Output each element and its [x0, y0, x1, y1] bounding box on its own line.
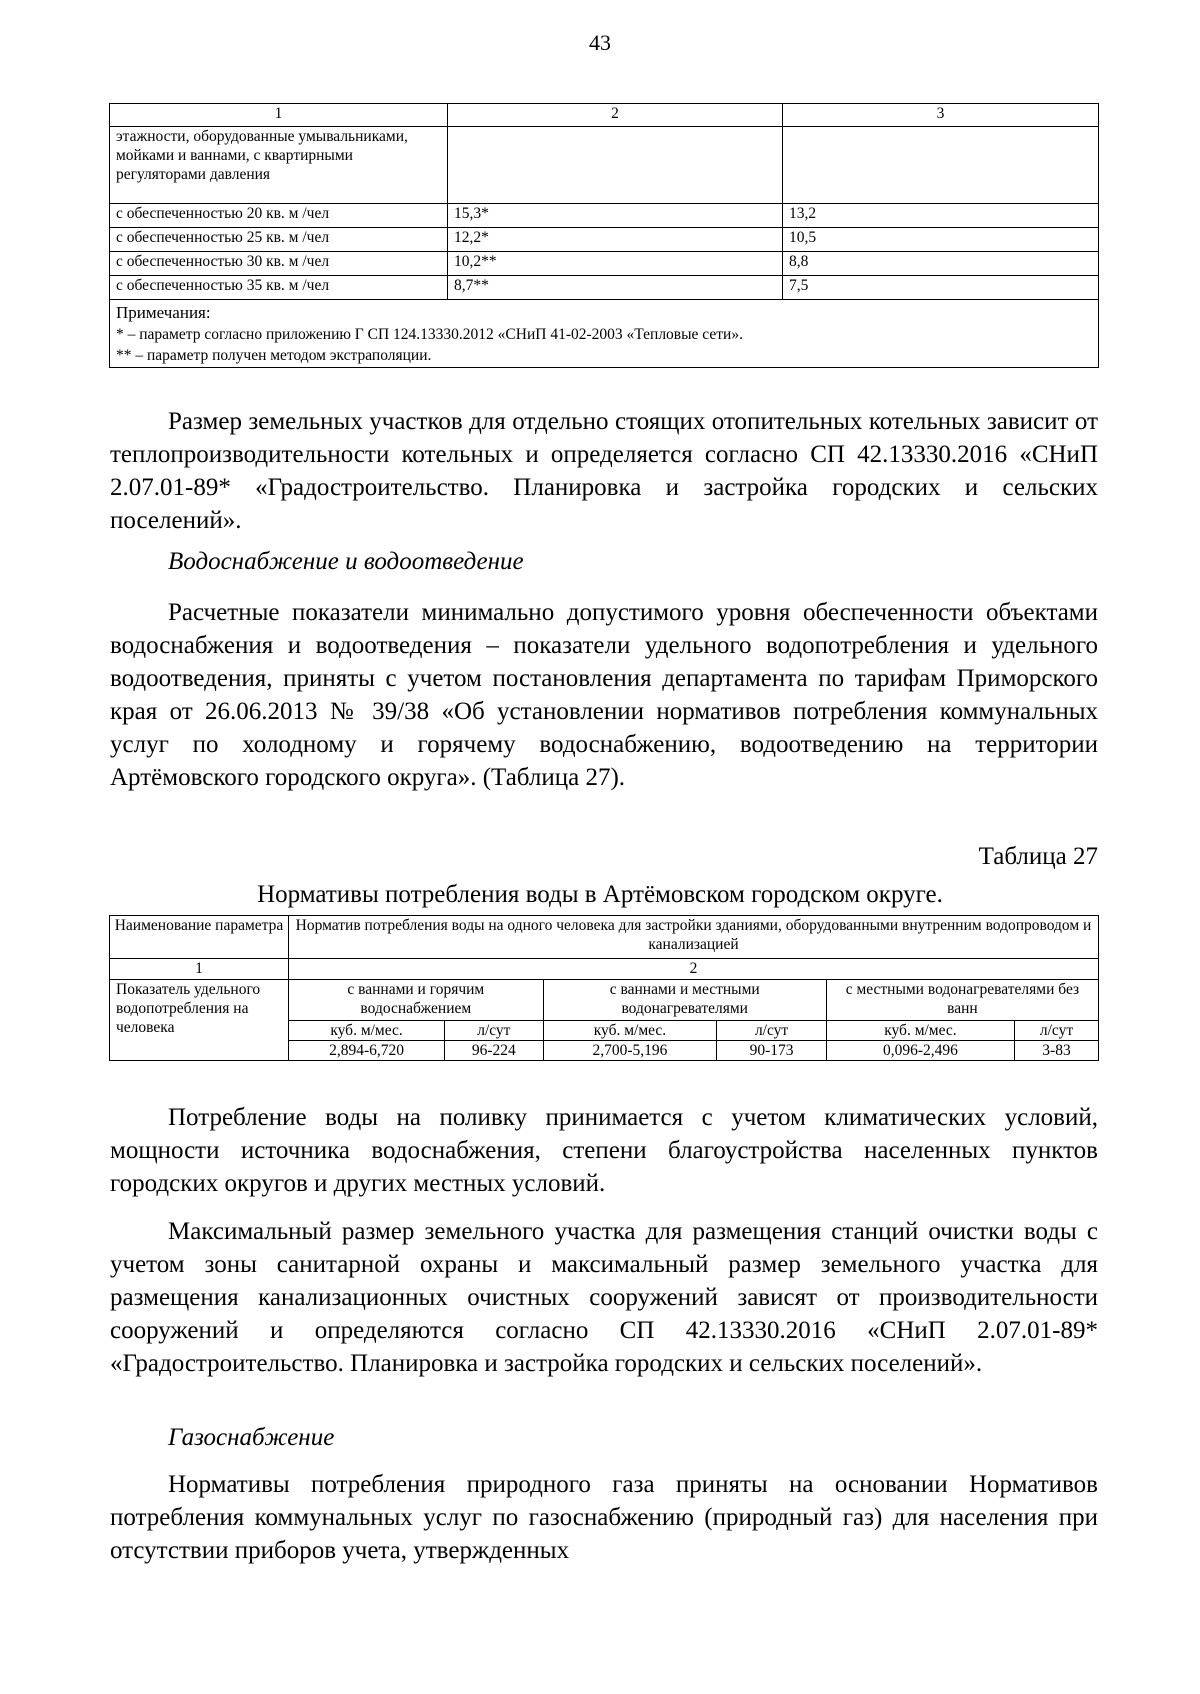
row-value-3: 13,2: [783, 204, 1099, 228]
unit-cell: [826, 1021, 1014, 1061]
table-row: [110, 204, 1099, 228]
table-row: [110, 127, 1099, 204]
column-number-1: 1: [110, 959, 289, 980]
table-row: [110, 276, 1099, 300]
value-cell: 3-83: [1042, 1042, 1071, 1059]
note-line: ** – параметр получен методом экстраполяции.: [116, 347, 432, 364]
header-norm-cell: Норматив потребления воды на одного человека для застройки зданиями, оборудованными внутренним водопроводом и канализацией: [289, 916, 1099, 959]
value-cell: 0,096-2,496: [882, 1042, 958, 1059]
value-cell: 96-224: [471, 1042, 516, 1059]
empty-cell: [783, 127, 1099, 204]
table-row: [110, 228, 1099, 252]
group-cell: с ваннами и горячим водоснабжением: [289, 980, 544, 1021]
heading-water-supply: Водоснабжение и водоотведение: [168, 548, 524, 575]
notes-cell: [110, 300, 1099, 368]
row-value-2: 12,2*: [448, 228, 783, 252]
water-consumption-table: [109, 915, 1099, 1061]
param-name-cell: Показатель удельного водопотребления на человека: [110, 980, 289, 1061]
row-label: с обеспеченностью 20 кв. м /чел: [110, 204, 448, 228]
unit-cell: [289, 1021, 445, 1061]
row-label: с обеспеченностью 25 кв. м /чел: [110, 228, 448, 252]
notes-title: Примечания:: [116, 303, 211, 322]
value-cell: 90-173: [749, 1042, 794, 1059]
lead-text-cell: этажности, оборудованные умывальниками, мойками и ваннами, с квартирными регуляторами давления: [110, 127, 448, 204]
unit-cell: [717, 1021, 827, 1061]
paragraph-irrigation: Потребление воды на поливку принимается с учетом климатических условий, мощности источника водоснабжения, степени благоустройства населенных пунктов городских округов и других местных условий.: [110, 1104, 1098, 1197]
note-line: * – параметр согласно приложению Г СП 124.13330.2012 «СНиП 41-02-2003 «Тепловые сети».: [116, 326, 743, 343]
row-label: с обеспеченностью 35 кв. м /чел: [110, 276, 448, 300]
heading-gas-supply: Газоснабжение: [168, 1424, 335, 1451]
notes-row: [110, 300, 1099, 368]
page-number: 43: [589, 30, 611, 55]
table-title: Нормативы потребления воды в Артёмовском городском округе.: [257, 881, 943, 908]
header-param-cell: Наименование параметра: [110, 916, 289, 959]
row-value-2: 10,2**: [448, 252, 783, 276]
paragraph-water-norms: Расчетные показатели минимально допустимого уровня обеспеченности объектами водоснабжения и водоотведения – показатели удельного водопотребления и удельного водоотведения, приняты с учетом постановления департамента по тарифам Приморского края от 26.06.2013 № 39/38 «Об установлении нормативов потребления коммунальных услуг по холодному и горячему водоснабжению, водоотведению на территории Артёмовского городского округа». (Таблица 27).: [110, 599, 1098, 791]
row-value-2: 15,3*: [448, 204, 783, 228]
header-cell-2: 2: [448, 104, 783, 127]
empty-cell: [448, 127, 783, 204]
table-number-row: [110, 959, 1099, 980]
value-cell: 2,700-5,196: [592, 1042, 668, 1059]
paragraph-treatment-land: Максимальный размер земельного участка для размещения станций очистки воды с учетом зоны санитарной охраны и максимальный размер земельного участка для размещения канализационных очистных сооружений зависят от производительности сооружений и определяются согласно СП 42.13330.2016 «СНиП 2.07.01-89* «Градостроительство. Планировка и застройка городских и сельских поселений».: [110, 1218, 1098, 1377]
unit-cell: [543, 1021, 717, 1061]
unit-label: куб. м/мес.: [289, 1021, 444, 1041]
group-cell: с местными водонагревателями без ванн: [826, 980, 1098, 1021]
unit-label: л/сут: [445, 1021, 543, 1041]
row-value-3: 7,5: [783, 276, 1099, 300]
unit-cell: [445, 1021, 544, 1061]
table-label: Таблица 27: [978, 843, 1098, 870]
row-value-2: 8,7**: [448, 276, 783, 300]
value-cell: 2,894-6,720: [329, 1042, 404, 1059]
unit-cell: [1015, 1021, 1099, 1061]
table-header-row: [110, 916, 1099, 959]
row-value-3: 10,5: [783, 228, 1099, 252]
table-group-row: [110, 980, 1099, 1021]
unit-label: л/сут: [717, 1021, 826, 1041]
group-cell: с ваннами и местными водонагревателями: [543, 980, 826, 1021]
unit-label: куб. м/мес.: [827, 1021, 1014, 1041]
table-row: [110, 252, 1099, 276]
header-cell-3: 3: [783, 104, 1099, 127]
row-value-3: 8,8: [783, 252, 1099, 276]
row-label: с обеспеченностью 30 кв. м /чел: [110, 252, 448, 276]
column-number-2: 2: [289, 959, 1099, 980]
paragraph-gas-norms: Нормативы потребления природного газа приняты на основании Нормативов потребления коммунальных услуг по газоснабжению (природный газ) для населения при отсутствии приборов учета, утвержденных: [110, 1471, 1098, 1564]
table-header-row: [110, 104, 1099, 127]
header-cell-1: 1: [110, 104, 448, 127]
paragraph-boiler-land: Размер земельных участков для отдельно стоящих отопительных котельных зависит от теплопроизводительности котельных и определяется согласно СП 42.13330.2016 «СНиП 2.07.01-89* «Градостроительство. Планировка и застройка городских и сельских поселений».: [110, 408, 1098, 534]
unit-label: л/сут: [1015, 1021, 1098, 1041]
unit-label: куб. м/мес.: [544, 1021, 717, 1041]
heat-norms-table: [109, 103, 1099, 368]
